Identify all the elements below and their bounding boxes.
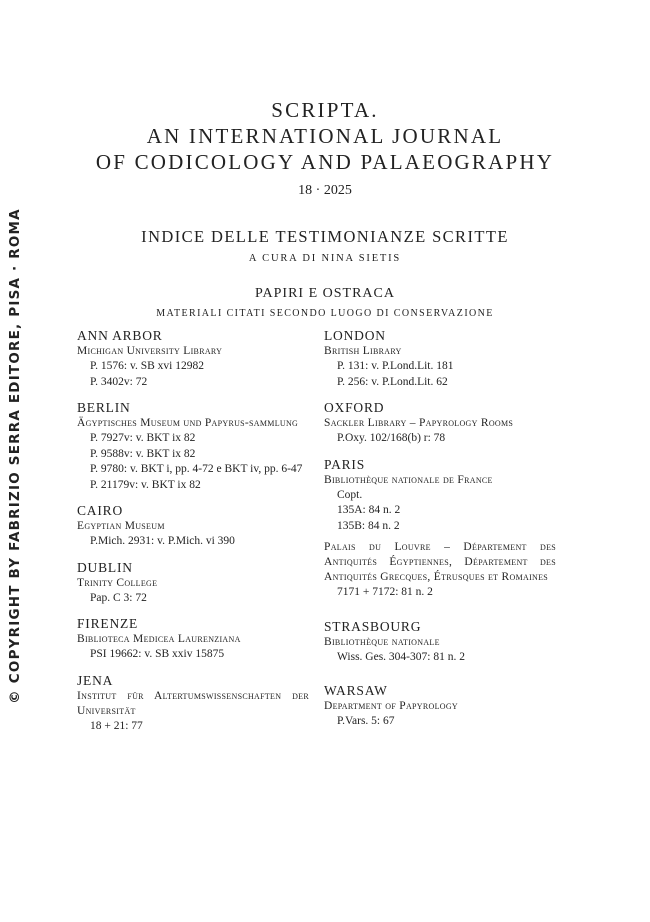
city-name: LONDON bbox=[324, 328, 386, 343]
entry: PSI 19662: v. SB xxiv 15875 bbox=[90, 648, 225, 660]
library-name: Sackler Library – Papyrology Rooms bbox=[324, 417, 514, 429]
location-paris bbox=[324, 457, 556, 601]
entry: P. 7927v: v. BKT ix 82 bbox=[90, 432, 196, 444]
city-name: WARSAW bbox=[324, 683, 388, 698]
left-column bbox=[77, 328, 309, 744]
library-name: British Library bbox=[324, 345, 402, 357]
library-name: Biblioteca Medicea Laurenziana bbox=[77, 633, 241, 645]
city-name: ANN ARBOR bbox=[77, 328, 163, 343]
location-berlin bbox=[77, 400, 309, 493]
location-jena bbox=[77, 673, 309, 735]
entry: 18 + 21: 77 bbox=[90, 719, 143, 732]
library-name: Trinity College bbox=[77, 576, 158, 589]
city-name: STRASBOURG bbox=[324, 618, 422, 634]
city-name: DUBLIN bbox=[77, 559, 133, 575]
city-name: BERLIN bbox=[77, 400, 131, 415]
location-london bbox=[324, 328, 556, 390]
location-oxford bbox=[324, 400, 556, 447]
location-cairo bbox=[77, 503, 309, 550]
section-title: PAPIRI E OSTRACA bbox=[255, 286, 395, 301]
section-heading bbox=[0, 286, 650, 319]
entry: Copt. bbox=[337, 488, 363, 501]
index-title: INDICE DELLE TESTIMONIANZE SCRITTE bbox=[141, 227, 509, 246]
index-heading bbox=[0, 227, 650, 264]
library-name: Bibliothèque nationale bbox=[324, 635, 440, 648]
location-ann-arbor bbox=[77, 328, 309, 390]
city-name: PARIS bbox=[324, 456, 366, 472]
library-name: Department of Papyrology bbox=[324, 700, 458, 712]
index-editor: A CURA DI NINA SIETIS bbox=[248, 253, 402, 264]
entry: P.Vars. 5: 67 bbox=[337, 715, 395, 727]
location-firenze bbox=[77, 616, 309, 663]
entry: 135A: 84 n. 2 bbox=[337, 504, 401, 516]
journal-header bbox=[0, 97, 650, 199]
entry: 7171 + 7172: 81 n. 2 bbox=[337, 586, 433, 598]
entry: P. 21179v: v. BKT ix 82 bbox=[90, 478, 201, 491]
library-name: Egyptian Museum bbox=[77, 520, 165, 532]
location-strasbourg bbox=[324, 619, 556, 666]
entry: Pap. C 3: 72 bbox=[90, 591, 147, 604]
journal-title-line-3: OF CODICOLOGY AND PALAEOGRAPHY bbox=[95, 150, 555, 174]
right-column bbox=[324, 328, 556, 740]
city-name: CAIRO bbox=[77, 503, 124, 518]
entry: P. 256: v. P.Lond.Lit. 62 bbox=[337, 375, 448, 388]
journal-title-line-2: AN INTERNATIONAL JOURNAL bbox=[146, 124, 504, 148]
section-subtitle: MATERIALI CITATI SECONDO LUOGO DI CONSERVAZIONE bbox=[156, 308, 494, 319]
journal-issue: 18 · 2025 bbox=[298, 183, 352, 198]
entry: 135B: 84 n. 2 bbox=[337, 519, 400, 532]
library-name: Bibliothèque nationale de France bbox=[324, 473, 493, 486]
entry: P. 131: v. P.Lond.Lit. 181 bbox=[337, 360, 454, 372]
city-name: FIRENZE bbox=[77, 616, 139, 631]
library-name: Palais du Louvre – Département des Antiquités Égyptiennes, Département des Antiquités Grecques, Étrusques et Romaines bbox=[324, 541, 556, 583]
entry: P. 1576: v. SB xvi 12982 bbox=[90, 360, 204, 372]
location-dublin bbox=[77, 560, 309, 607]
entry: P. 3402v: 72 bbox=[90, 375, 148, 388]
entry: P.Oxy. 102/168(b) r: 78 bbox=[337, 432, 446, 444]
city-name: OXFORD bbox=[324, 400, 385, 415]
entry: P.Mich. 2931: v. P.Mich. vi 390 bbox=[90, 535, 235, 547]
location-warsaw bbox=[324, 683, 556, 730]
journal-title-line-1: SCRIPTA. bbox=[271, 98, 379, 122]
entry: Wiss. Ges. 304-307: 81 n. 2 bbox=[337, 650, 465, 663]
entry: P. 9588v: v. BKT ix 82 bbox=[90, 447, 196, 460]
entry: P. 9780: v. BKT i, pp. 4-72 e BKT iv, pp. 6-47 bbox=[90, 463, 303, 475]
copyright-notice: © COPYRIGHT BY FABRIZIO SERRA EDITORE, PISA · ROMA bbox=[7, 208, 23, 704]
library-name: Ägyptisches Museum und Papyrus-sammlung bbox=[77, 417, 299, 429]
city-name: JENA bbox=[77, 672, 114, 688]
library-name: Institut für Altertumswissenschaften der Universität bbox=[77, 689, 309, 717]
library-name: Michigan University Library bbox=[77, 345, 223, 357]
